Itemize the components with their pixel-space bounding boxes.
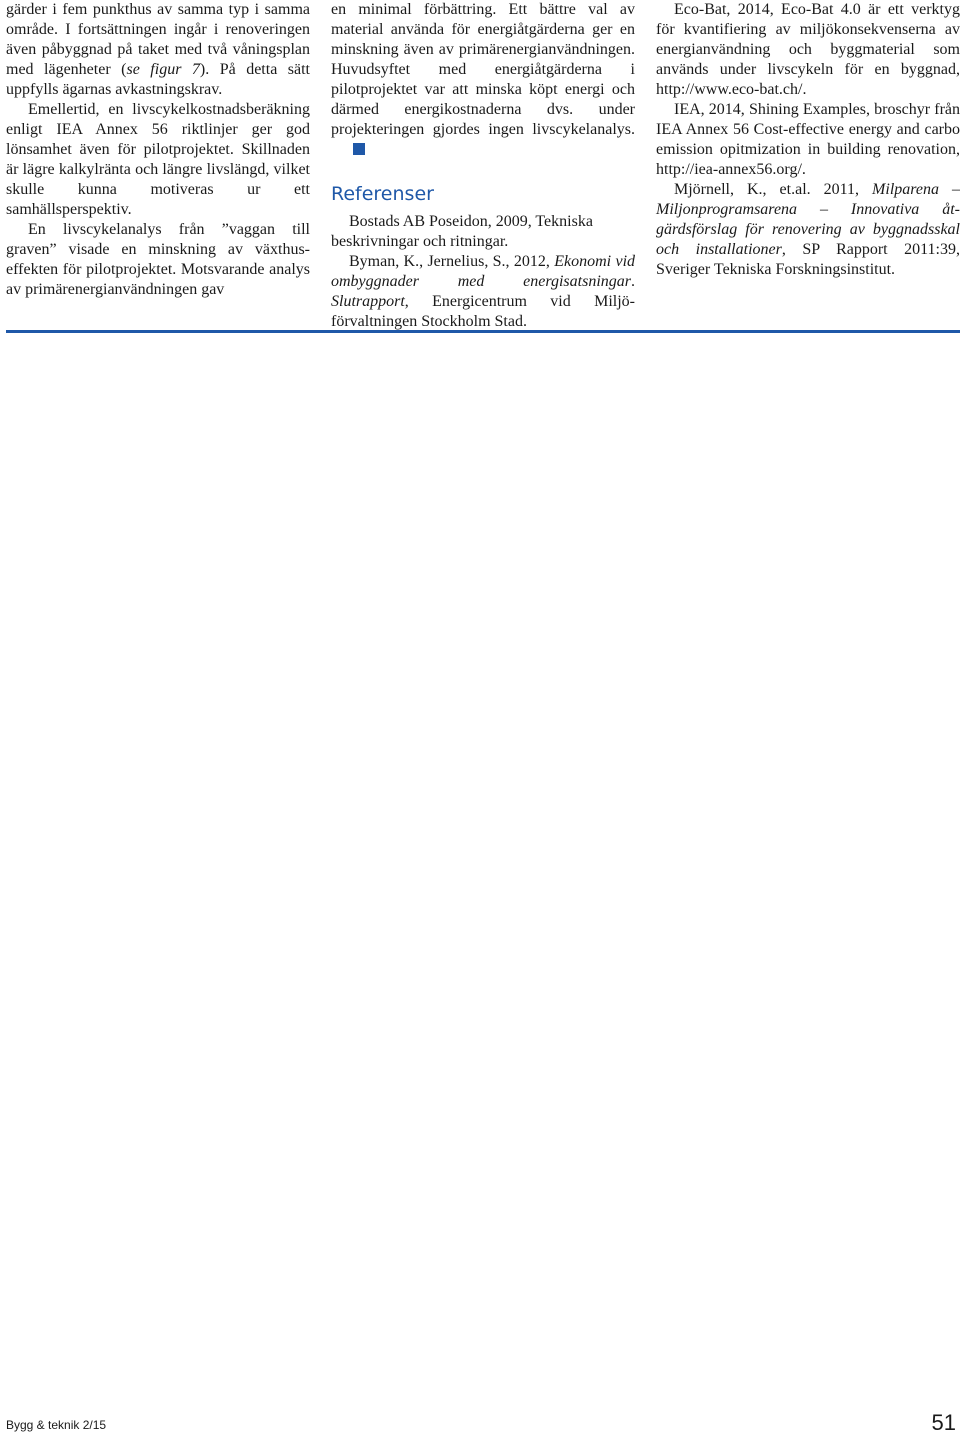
paragraph: gärder i fem punkthus av samma typ i samma område. I fortsättningen ingår i renoveringen även påbyggnad på taket med två våningsplan med lägenheter (se figur 7). På detta sätt uppfylls ägarnas avkastningskrav. xyxy=(6,1,311,98)
references-heading: Referenser xyxy=(331,183,434,205)
text-column-2 xyxy=(331,0,635,332)
end-of-article-square-icon xyxy=(353,143,365,155)
reference-item: Eco-Bat, 2014, Eco-Bat 4.0 är ett verktyg för kvantifiering av miljökonsekvenserna av energianvändning och byggmaterial som används under livscykeln för en byggnad, http://www.eco-bat.ch/. xyxy=(656,1,960,98)
paragraph: En livscykelanalys från ”vaggan till graven” visade en minskning av växthuseffekten för pilotprojektet. Motsvarande analys av primärenergianvändningen gav xyxy=(6,221,310,298)
text-column-3 xyxy=(656,0,960,280)
page-number: 51 xyxy=(931,1410,956,1435)
reference-item: Bostads AB Poseidon, 2009, Tekniska beskrivningar och ritningar. xyxy=(331,213,593,250)
reference-item: Byman, K., Jernelius, S., 2012, Ekonomi vid ombyggnader med energisatsningar. Slutrapport, Energicentrum vid Miljöförvaltningen Stockholm Stad. xyxy=(331,253,636,330)
reference-item: Mjörnell, K., et.al. 2011, Milparena – Miljonprogramsarena – Innovativa åtgärdsförslag för renovering av byggnadsskal och installationer, SP Rapport 2011:39, Sveriger Tekniska Forskningsinstitut. xyxy=(656,181,960,278)
paragraph: en minimal förbättring. Ett bättre val av material använda för energiåtgärderna ger en minskning även av primärenergianvändningen. Huvudsyftet med energiåtgärderna i pilotprojektet var att minska köpt energi och därmed energikostnaderna dvs. under projekteringen gjordes ingen livscykelanalys. xyxy=(331,0,635,160)
section-divider xyxy=(6,330,960,333)
text-column-1 xyxy=(6,0,310,300)
figure-reference: se figur 7 xyxy=(126,61,200,78)
publication-footer: Bygg & teknik 2/15 xyxy=(6,1418,107,1432)
paragraph: Emellertid, en livscykelkostnadsberäkning enligt IEA Annex 56 riktlinjer ger god lönsamhet även för pilotprojektet. Skillnaden är lägre kalkylränta och längre livslängd, vilket skulle kunna motiveras ur ett samhällsperspektiv. xyxy=(6,101,310,218)
reference-item: IEA, 2014, Shining Examples, broschyr från IEA Annex 56 Cost-effective energy and carbo emission opitmization in building renovation, http://iea-annex56.org/. xyxy=(656,101,960,178)
